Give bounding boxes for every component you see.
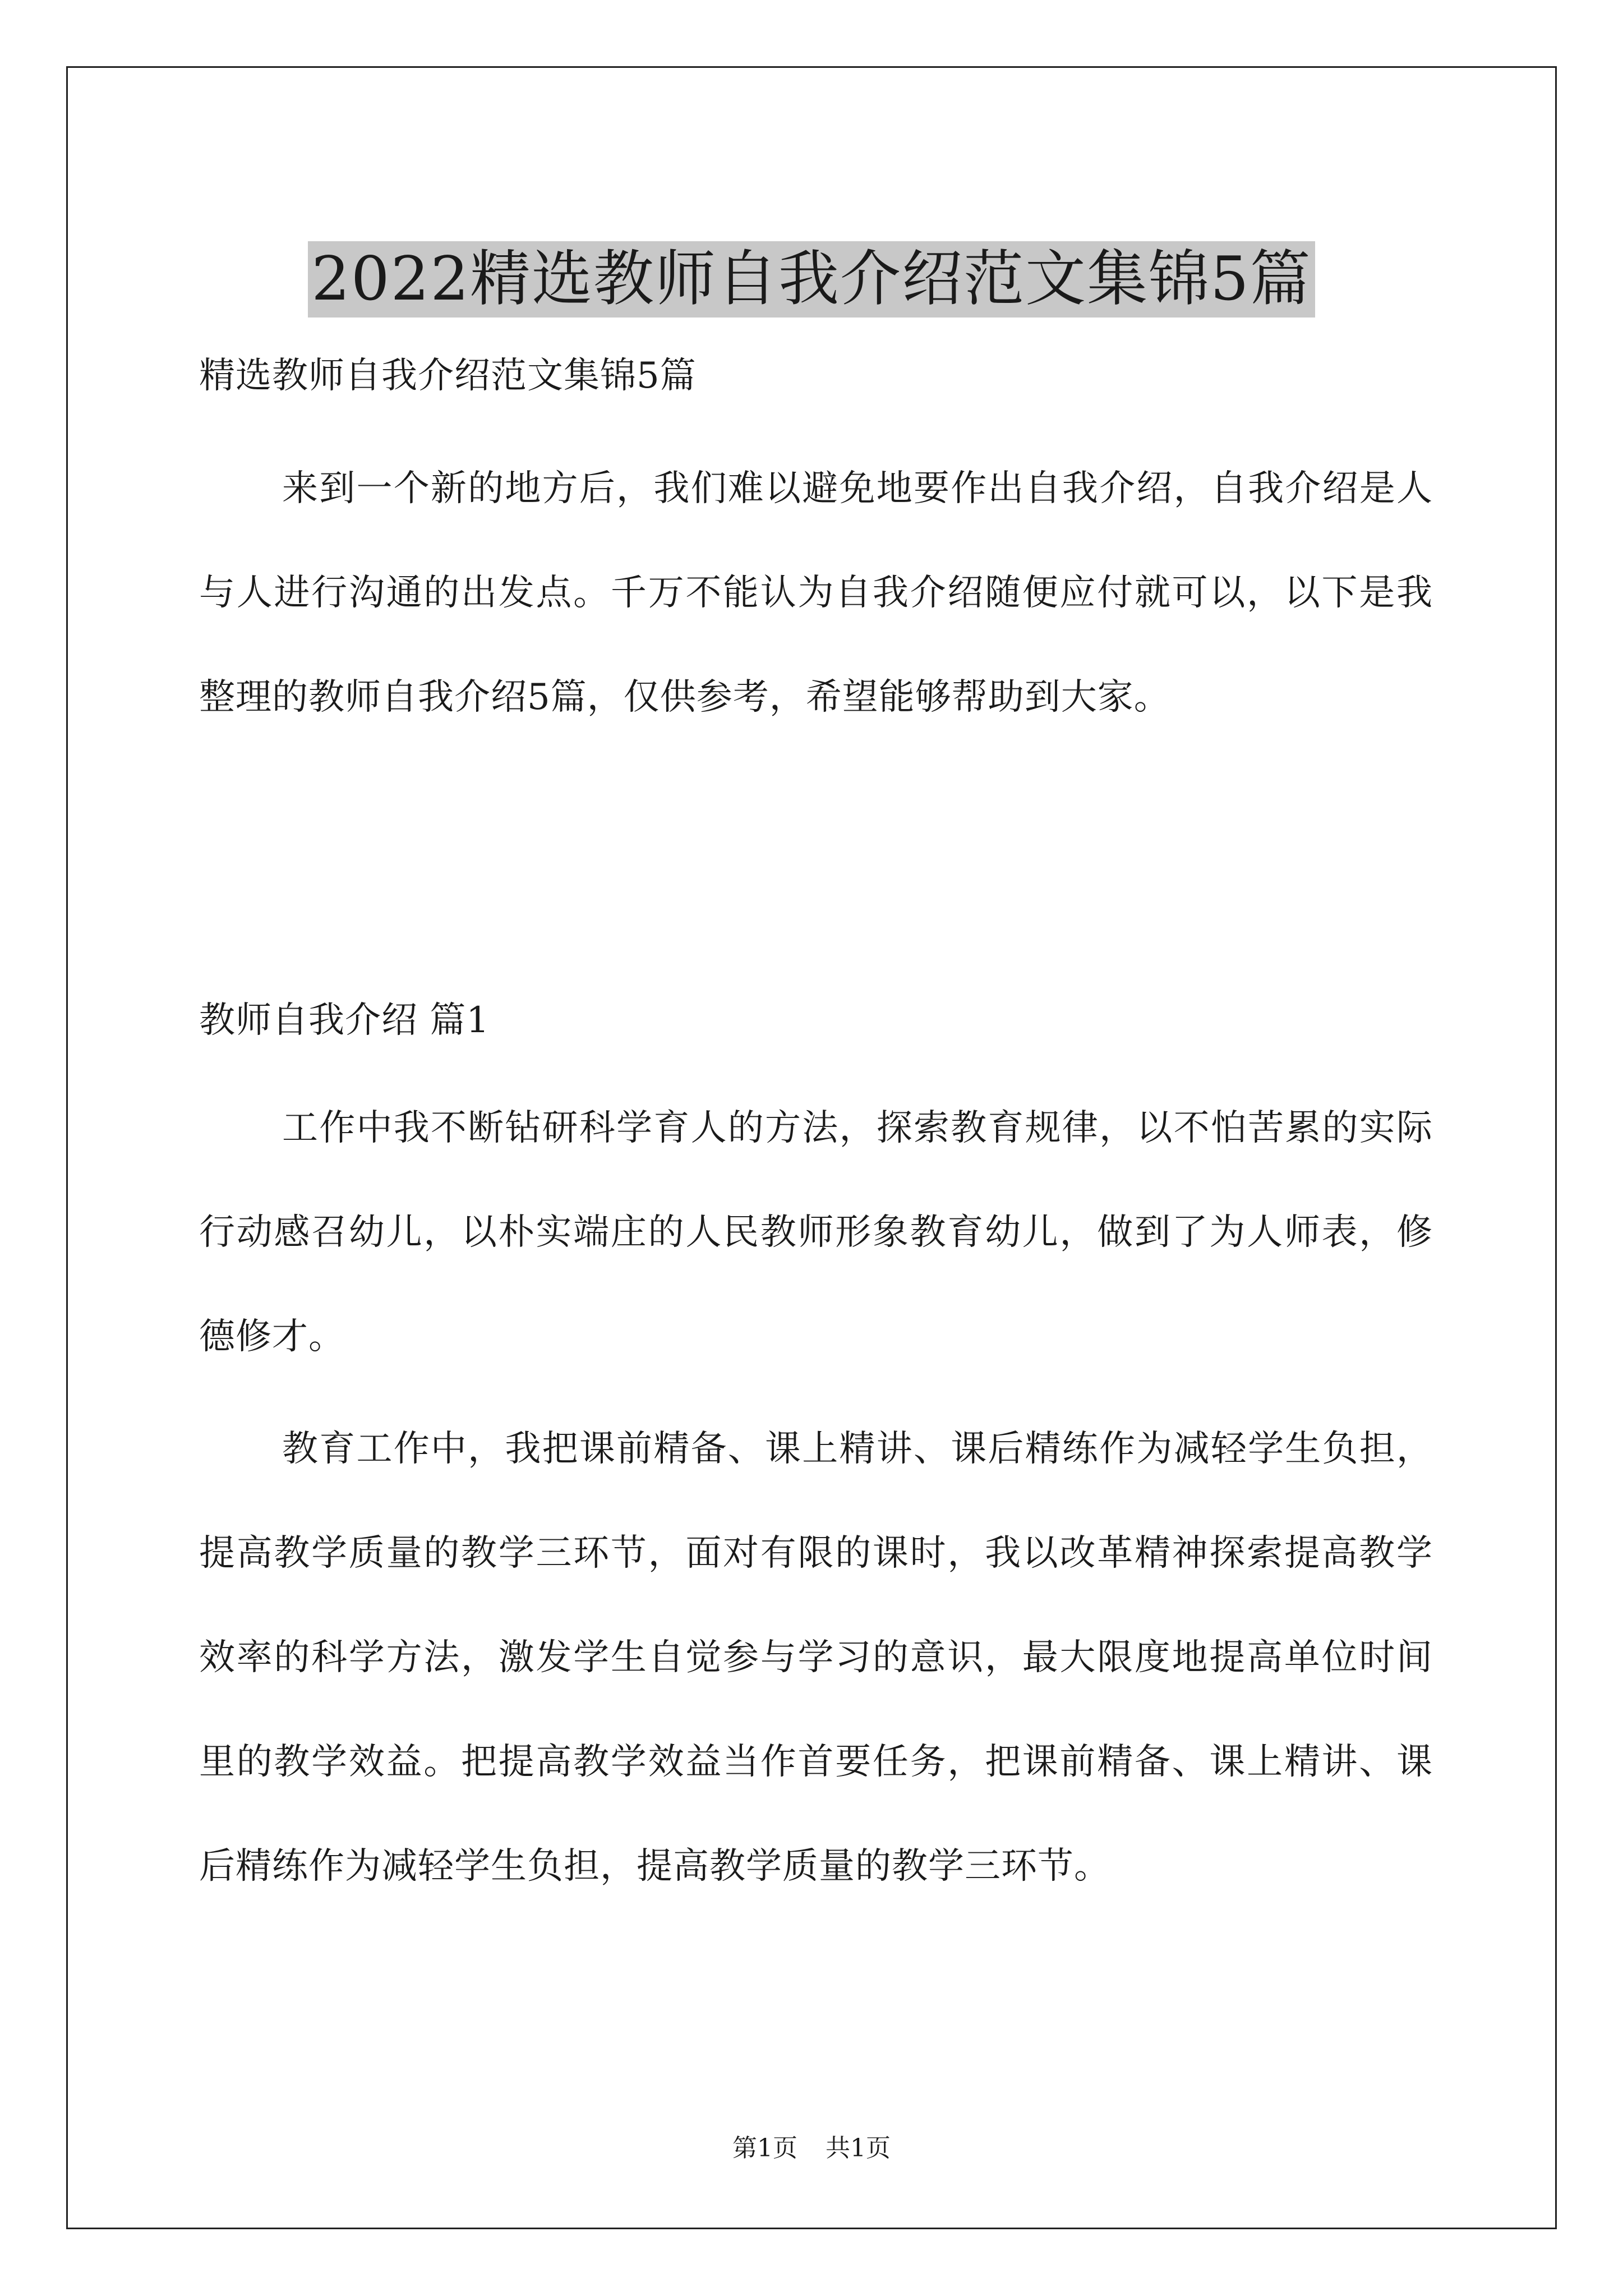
document-title: 2022精选教师自我介绍范文集锦5篇 [308,241,1315,318]
document-subtitle: 精选教师自我介绍范文集锦5篇 [199,355,697,397]
body-paragraph-1: 工作中我不断钻研科学育人的方法，探索教育规律，以不怕苦累的实际行动感召幼儿，以朴实端庄的人民教师形象教育幼儿，做到了为人师表，修德修才。 [199,1107,1433,1358]
body-paragraph-2: 教育工作中，我把课前精备、课上精讲、课后精练作为减轻学生负担，提高教学质量的教学三环节，面对有限的课时，我以改革精神探索提高教学效率的科学方法，激发学生自觉参与学习的意识，最大限度地提高单位时间里的教学效益。把提高教学效益当作首要任务，把课前精备、课上精讲、课后精练作为减轻学生负担，提高教学质量的教学三环节。 [199,1428,1433,1887]
page-total: 共1页 [826,2134,891,2162]
page-footer [0,2132,1623,2165]
section-heading: 教师自我介绍 篇1 [199,1000,490,1041]
page-number: 第1页 [732,2134,797,2162]
title-container [0,201,1623,358]
intro-paragraph: 来到一个新的地方后，我们难以避免地要作出自我介绍，自我介绍是人与人进行沟通的出发点。千万不能认为自我介绍随便应付就可以，以下是我整理的教师自我介绍5篇，仅供参考，希望能够帮助到大家。 [199,468,1433,718]
